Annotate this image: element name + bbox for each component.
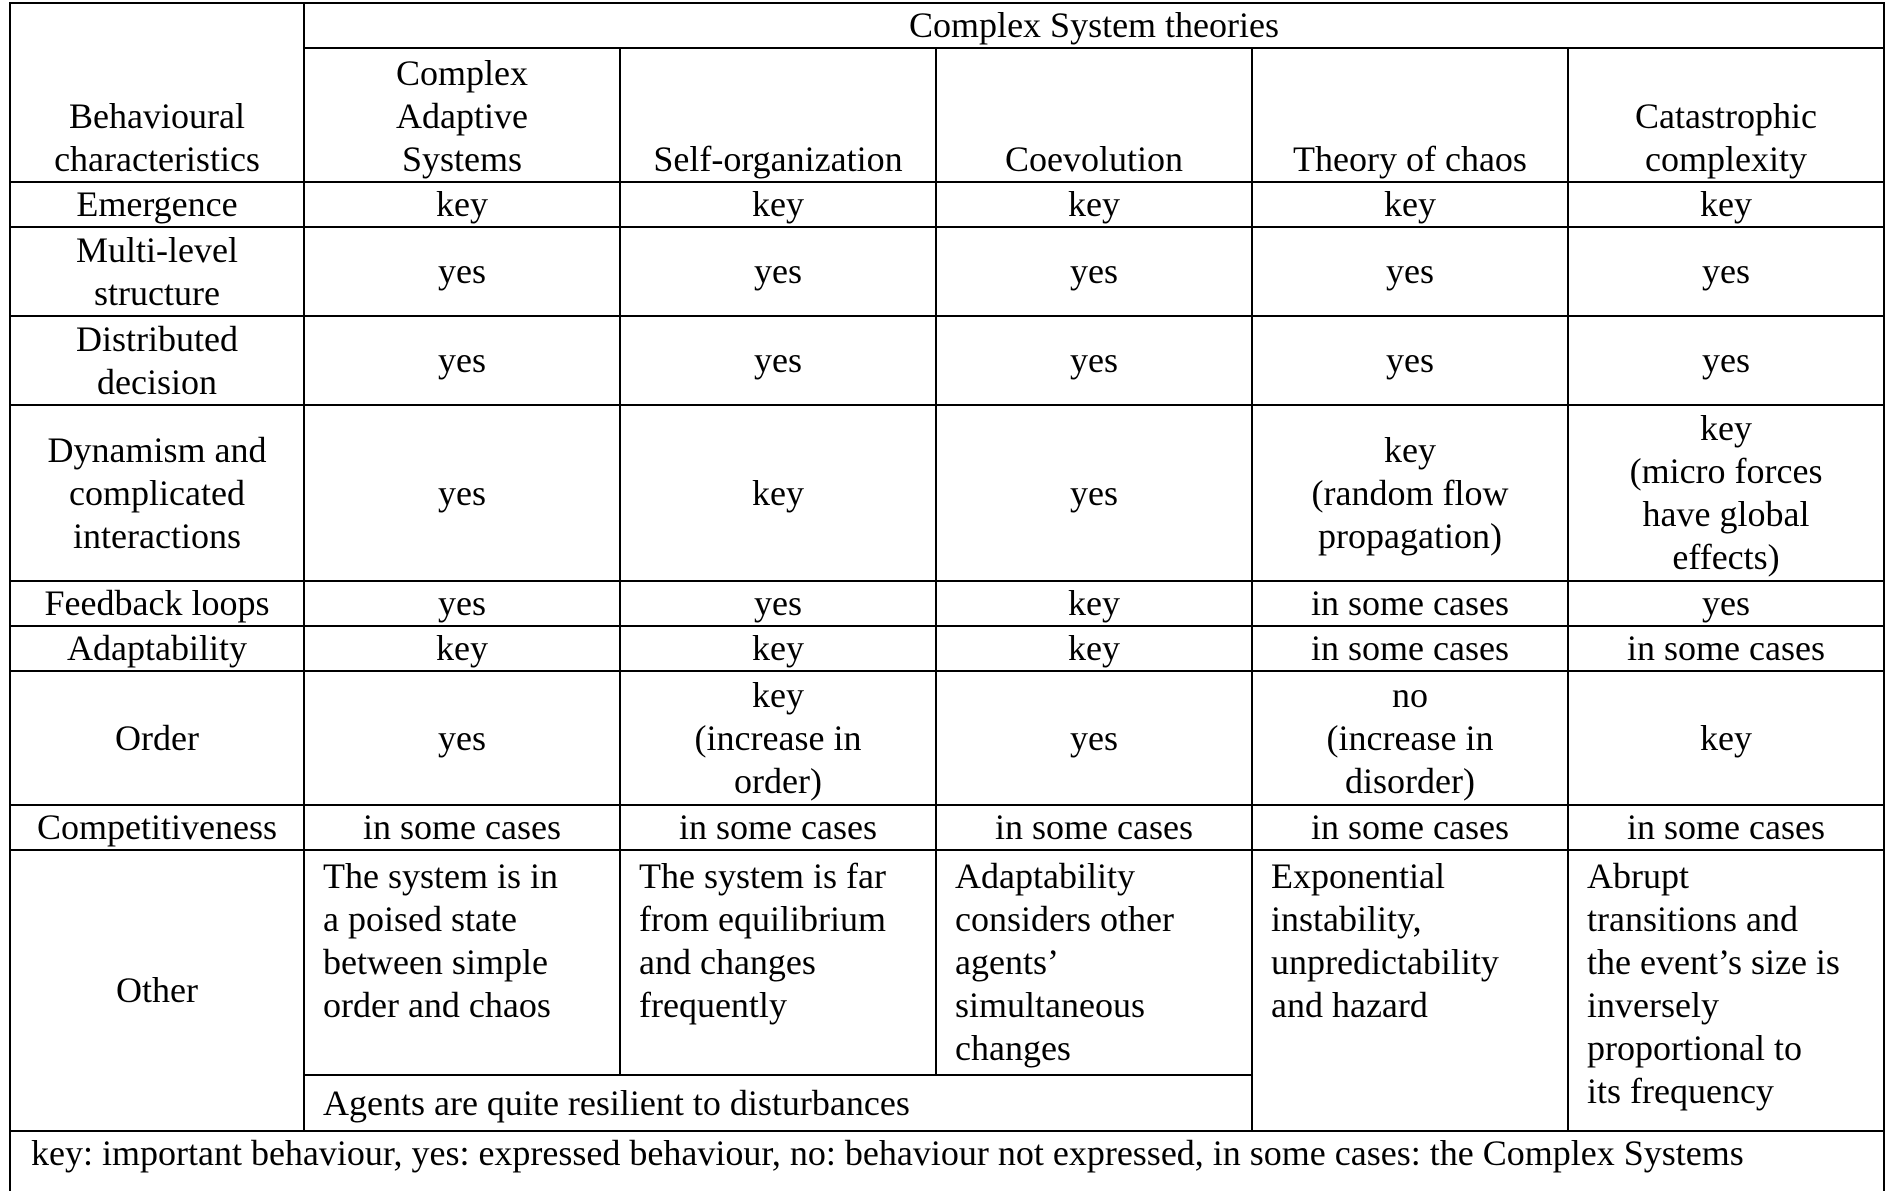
row-label: Order — [10, 671, 304, 805]
table-cell: yes — [304, 405, 620, 581]
table-cell: yes — [304, 581, 620, 626]
table-cell: in some cases — [1568, 805, 1884, 850]
table-row — [10, 182, 1884, 227]
table-cell: yes — [304, 227, 620, 316]
row-header-label: Behavioural characteristics — [10, 3, 304, 182]
row-label: Feedback loops — [10, 581, 304, 626]
table-cell: in some cases — [620, 805, 936, 850]
complex-systems-table — [9, 2, 1885, 1191]
table-row — [10, 581, 1884, 626]
table-cell: yes — [1568, 581, 1884, 626]
table-cell: key — [936, 182, 1252, 227]
table-cell: yes — [620, 316, 936, 405]
table-cell: The system is far from equilibrium and changes frequently — [620, 850, 936, 1075]
table-cell: yes — [936, 227, 1252, 316]
table-cell: yes — [936, 405, 1252, 581]
column-header: Complex Adaptive Systems — [304, 48, 620, 182]
table-cell: yes — [620, 581, 936, 626]
column-header: Self-organization — [620, 48, 936, 182]
table-footnote: key: important behaviour, yes: expressed behaviour, no: behaviour not expressed, in some cases: the Complex Systems — [10, 1131, 1884, 1191]
table-cell: key — [304, 182, 620, 227]
row-label: Competitiveness — [10, 805, 304, 850]
table-cell: yes — [1568, 227, 1884, 316]
table-cell: key — [304, 626, 620, 671]
table-cell: key — [936, 581, 1252, 626]
row-label: Other — [10, 850, 304, 1131]
column-header: Catastrophic complexity — [1568, 48, 1884, 182]
table-cell: key — [620, 405, 936, 581]
table-cell: in some cases — [1568, 626, 1884, 671]
column-header: Theory of chaos — [1252, 48, 1568, 182]
table-cell: yes — [620, 227, 936, 316]
row-label: Emergence — [10, 182, 304, 227]
row-label: Dynamism and complicated interactions — [10, 405, 304, 581]
table-cell: key — [620, 626, 936, 671]
table-cell: Adaptability considers other agents’ simultaneous changes — [936, 850, 1252, 1075]
table-row — [10, 626, 1884, 671]
table-cell: in some cases — [304, 805, 620, 850]
table-cell: in some cases — [1252, 581, 1568, 626]
table-cell: yes — [936, 671, 1252, 805]
table-cell: no (increase in disorder) — [1252, 671, 1568, 805]
table-cell: key — [1252, 182, 1568, 227]
table-row — [10, 405, 1884, 581]
table-cell: yes — [1252, 227, 1568, 316]
row-label: Adaptability — [10, 626, 304, 671]
table-cell: Abrupt transitions and the event’s size is inversely proportional to its frequency — [1568, 850, 1884, 1131]
table-cell: yes — [304, 316, 620, 405]
table-row-other — [10, 850, 1884, 1075]
table-cell: Exponential instability, unpredictability and hazard — [1252, 850, 1568, 1131]
table-cell: key (increase in order) — [620, 671, 936, 805]
table-cell: yes — [1252, 316, 1568, 405]
table-cell: key — [936, 626, 1252, 671]
table-row — [10, 671, 1884, 805]
table-cell: in some cases — [1252, 805, 1568, 850]
table-cell: yes — [1568, 316, 1884, 405]
table-cell: in some cases — [936, 805, 1252, 850]
table-row — [10, 316, 1884, 405]
table-cell: yes — [936, 316, 1252, 405]
table-cell: The system is in a poised state between simple order and chaos — [304, 850, 620, 1075]
shared-note: Agents are quite resilient to disturbances — [304, 1075, 1252, 1131]
table-cell: key — [620, 182, 936, 227]
table-title: Complex System theories — [304, 3, 1884, 48]
table-cell: key — [1568, 182, 1884, 227]
table-cell: in some cases — [1252, 626, 1568, 671]
table-cell: key — [1568, 671, 1884, 805]
table-row — [10, 805, 1884, 850]
row-label: Multi-level structure — [10, 227, 304, 316]
table-cell: key (micro forces have global effects) — [1568, 405, 1884, 581]
table-cell: yes — [304, 671, 620, 805]
table-cell: key (random flow propagation) — [1252, 405, 1568, 581]
column-header: Coevolution — [936, 48, 1252, 182]
row-label: Distributed decision — [10, 316, 304, 405]
table-row — [10, 227, 1884, 316]
